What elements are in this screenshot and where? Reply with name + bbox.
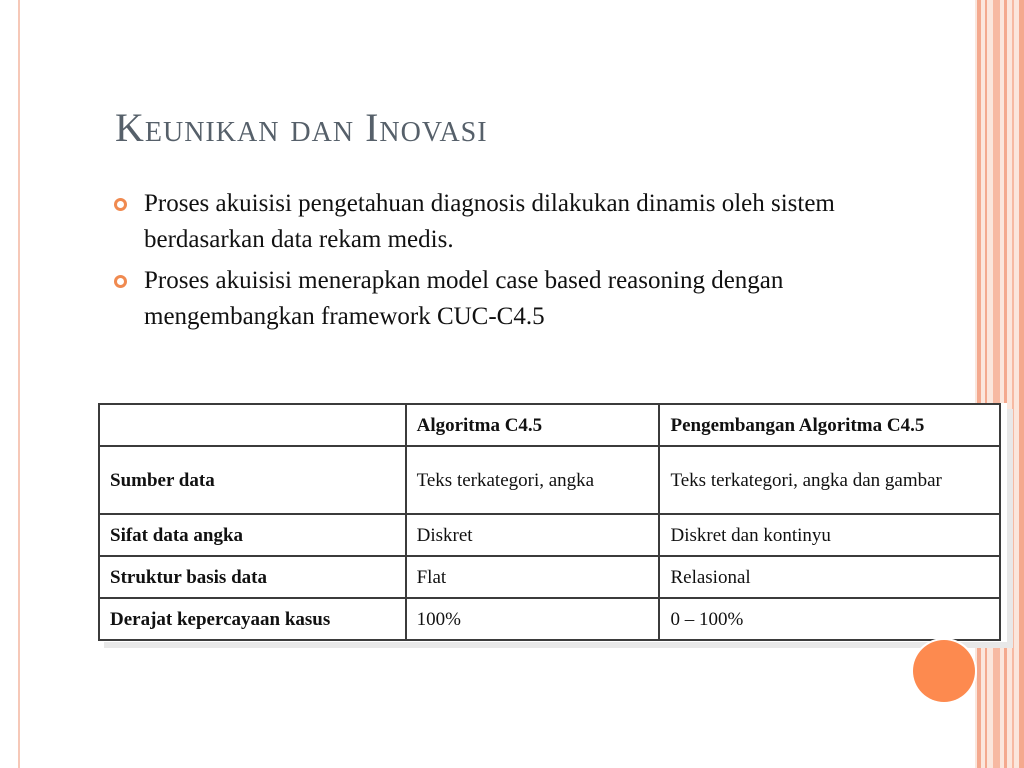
table-row (99, 556, 1000, 598)
bullet-text: Proses akuisisi menerapkan model case based reasoning dengan mengembangkan framework CUC-C4.5 (144, 267, 784, 330)
decorative-stripe (1012, 0, 1014, 768)
table-cell: 100% (406, 598, 660, 640)
table-row (99, 446, 1000, 514)
table-cell: 0 – 100% (659, 598, 1000, 640)
orange-circle-icon (913, 640, 975, 702)
comparison-table-container (98, 403, 1007, 642)
comparison-table (98, 403, 1001, 641)
table-cell: Diskret (406, 514, 660, 556)
slide-title: Keunikan dan Inovasi (115, 105, 488, 150)
decorative-stripe (977, 0, 981, 768)
table-header-row (99, 404, 1000, 446)
left-border-line (18, 0, 20, 768)
table-row (99, 514, 1000, 556)
decorative-stripe (1004, 0, 1007, 768)
bullet-item (112, 186, 912, 258)
table-header-cell (99, 404, 406, 446)
table-header-cell: Algoritma C4.5 (406, 404, 660, 446)
circle-bullet-icon (114, 198, 127, 211)
table-row-label: Derajat kepercayaan kasus (99, 598, 406, 640)
table-cell: Teks terkategori, angka (406, 446, 660, 514)
table-row-label: Sumber data (99, 446, 406, 514)
table-cell: Diskret dan kontinyu (659, 514, 1000, 556)
table-row-label: Sifat data angka (99, 514, 406, 556)
decorative-stripe (1019, 0, 1024, 768)
table-cell: Flat (406, 556, 660, 598)
decorative-stripe (985, 0, 987, 768)
circle-bullet-icon (114, 275, 127, 288)
bullet-text: Proses akuisisi pengetahuan diagnosis dilakukan dinamis oleh sistem berdasarkan data rekam medis. (144, 190, 835, 253)
table-cell: Teks terkategori, angka dan gambar (659, 446, 1000, 514)
table-cell: Relasional (659, 556, 1000, 598)
bullet-list (112, 186, 912, 340)
table-header-cell: Pengembangan Algoritma C4.5 (659, 404, 1000, 446)
table-row (99, 598, 1000, 640)
table-row-label: Struktur basis data (99, 556, 406, 598)
decorative-stripe (993, 0, 1000, 768)
bullet-item (112, 263, 912, 335)
